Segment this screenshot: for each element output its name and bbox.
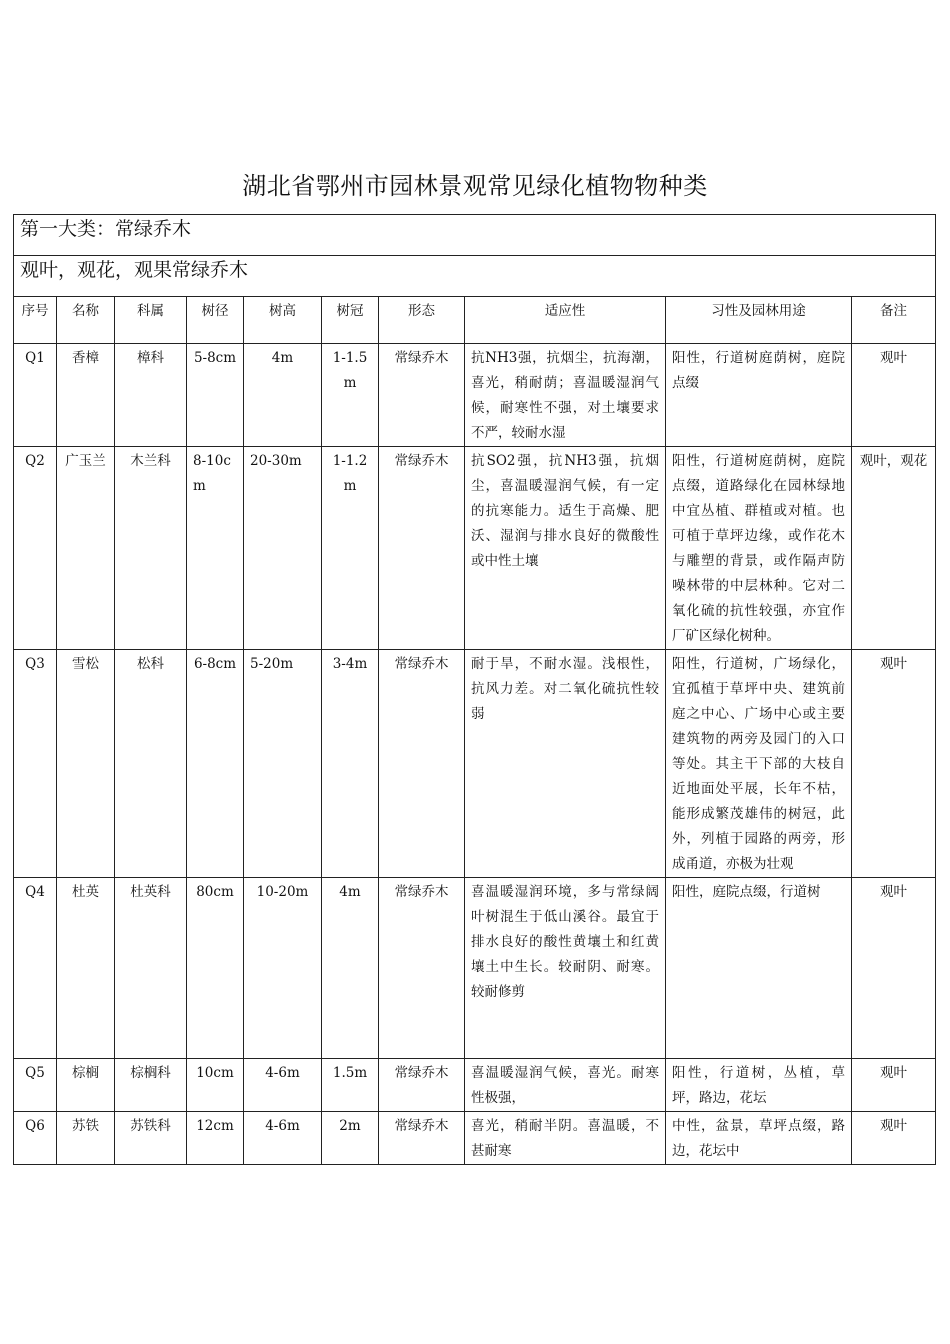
- cell-id: Q5: [14, 1059, 57, 1112]
- cell-adaptability: 喜光，稍耐半阴。喜温暖，不甚耐寒: [465, 1112, 666, 1165]
- cell-name: 棕榈: [57, 1059, 115, 1112]
- cell-form: 常绿乔木: [379, 650, 465, 878]
- column-header: 科属: [115, 297, 187, 344]
- cell-note: 观叶: [852, 344, 936, 447]
- cell-adaptability: 喜温暖湿润环境，多与常绿阔叶树混生于低山溪谷。最宜于排水良好的酸性黄壤土和红黄壤土中生长。较耐阴、耐寒。较耐修剪: [465, 878, 666, 1059]
- cell-height: 10-20m: [244, 878, 322, 1059]
- cell-diameter: 6-8cm: [187, 650, 244, 878]
- cell-crown: 1-1.5m: [322, 344, 379, 447]
- cell-diameter: 8-10cm: [187, 447, 244, 650]
- column-header: 树径: [187, 297, 244, 344]
- cell-id: Q3: [14, 650, 57, 878]
- cell-name: 广玉兰: [57, 447, 115, 650]
- cell-diameter: 80cm: [187, 878, 244, 1059]
- column-header: 备注: [852, 297, 936, 344]
- cell-family: 棕榈科: [115, 1059, 187, 1112]
- cell-crown: 1-1.2m: [322, 447, 379, 650]
- table-row: [14, 650, 936, 878]
- cell-height: 4-6m: [244, 1112, 322, 1165]
- cell-id: Q2: [14, 447, 57, 650]
- cell-height: 5-20m: [244, 650, 322, 878]
- cell-height: 4-6m: [244, 1059, 322, 1112]
- cell-crown: 2m: [322, 1112, 379, 1165]
- cell-adaptability: 喜温暖湿润气候，喜光。耐寒性极强，: [465, 1059, 666, 1112]
- subcategory-heading: 观叶，观花，观果常绿乔木: [14, 256, 936, 297]
- cell-form: 常绿乔木: [379, 1112, 465, 1165]
- table-row: [14, 878, 936, 1059]
- document-title: 湖北省鄂州市园林景观常见绿化植物物种类: [242, 172, 708, 200]
- column-header: 树高: [244, 297, 322, 344]
- cell-id: Q6: [14, 1112, 57, 1165]
- cell-use: 阳性，行道树庭荫树，庭院点缀，道路绿化在园林绿地中宜丛植、群植或对植。也可植于草坪边缘，或作花木与雕塑的背景，或作隔声防噪林带的中层林种。它对二氧化硫的抗性较强，亦宜作厂矿区绿化树种。: [666, 447, 852, 650]
- cell-use: 阳性，行道树庭荫树，庭院点缀: [666, 344, 852, 447]
- category-heading: 第一大类：常绿乔木: [14, 215, 936, 256]
- cell-form: 常绿乔木: [379, 344, 465, 447]
- table-row: [14, 1059, 936, 1112]
- cell-use: 阳性，庭院点缀，行道树: [666, 878, 852, 1059]
- cell-adaptability: 抗SO2强，抗NH3强，抗烟尘，喜温暖湿润气候，有一定的抗寒能力。适生于高燥、肥沃、湿润与排水良好的微酸性或中性土壤: [465, 447, 666, 650]
- cell-use: 阳性，行道树，丛植，草坪，路边，花坛: [666, 1059, 852, 1112]
- cell-form: 常绿乔木: [379, 447, 465, 650]
- cell-id: Q4: [14, 878, 57, 1059]
- cell-note: 观叶: [852, 650, 936, 878]
- plant-species-table: [13, 214, 936, 1165]
- cell-diameter: 10cm: [187, 1059, 244, 1112]
- column-header: 名称: [57, 297, 115, 344]
- cell-crown: 1.5m: [322, 1059, 379, 1112]
- cell-name: 香樟: [57, 344, 115, 447]
- cell-form: 常绿乔木: [379, 878, 465, 1059]
- column-header: 序号: [14, 297, 57, 344]
- cell-height: 20-30m: [244, 447, 322, 650]
- cell-note: 观叶，观花: [852, 447, 936, 650]
- cell-diameter: 5-8cm: [187, 344, 244, 447]
- cell-family: 杜英科: [115, 878, 187, 1059]
- cell-id: Q1: [14, 344, 57, 447]
- cell-use: 中性，盆景，草坪点缀，路边，花坛中: [666, 1112, 852, 1165]
- cell-note: 观叶: [852, 878, 936, 1059]
- cell-adaptability: 抗NH3强，抗烟尘，抗海潮，喜光，稍耐荫；喜温暖湿润气候，耐寒性不强，对土壤要求不严，较耐水湿: [465, 344, 666, 447]
- cell-family: 木兰科: [115, 447, 187, 650]
- cell-family: 松科: [115, 650, 187, 878]
- cell-family: 樟科: [115, 344, 187, 447]
- table-row: [14, 344, 936, 447]
- cell-use: 阳性，行道树，广场绿化，宜孤植于草坪中央、建筑前庭之中心、广场中心或主要建筑物的两旁及园门的入口等处。其主干下部的大枝自近地面处平展，长年不枯，能形成繁茂雄伟的树冠，此外，列植于园路的两旁，形成甬道，亦极为壮观: [666, 650, 852, 878]
- cell-crown: 3-4m: [322, 650, 379, 878]
- cell-height: 4m: [244, 344, 322, 447]
- cell-name: 雪松: [57, 650, 115, 878]
- column-header: 树冠: [322, 297, 379, 344]
- cell-note: 观叶: [852, 1112, 936, 1165]
- cell-name: 苏铁: [57, 1112, 115, 1165]
- column-header: 形态: [379, 297, 465, 344]
- table-header-row: [14, 297, 936, 344]
- cell-note: 观叶: [852, 1059, 936, 1112]
- column-header: 适应性: [465, 297, 666, 344]
- table-row: [14, 447, 936, 650]
- table-row: [14, 1112, 936, 1165]
- cell-diameter: 12cm: [187, 1112, 244, 1165]
- cell-crown: 4m: [322, 878, 379, 1059]
- column-header: 习性及园林用途: [666, 297, 852, 344]
- cell-form: 常绿乔木: [379, 1059, 465, 1112]
- cell-name: 杜英: [57, 878, 115, 1059]
- cell-family: 苏铁科: [115, 1112, 187, 1165]
- cell-adaptability: 耐于旱，不耐水湿。浅根性，抗风力差。对二氧化硫抗性较弱: [465, 650, 666, 878]
